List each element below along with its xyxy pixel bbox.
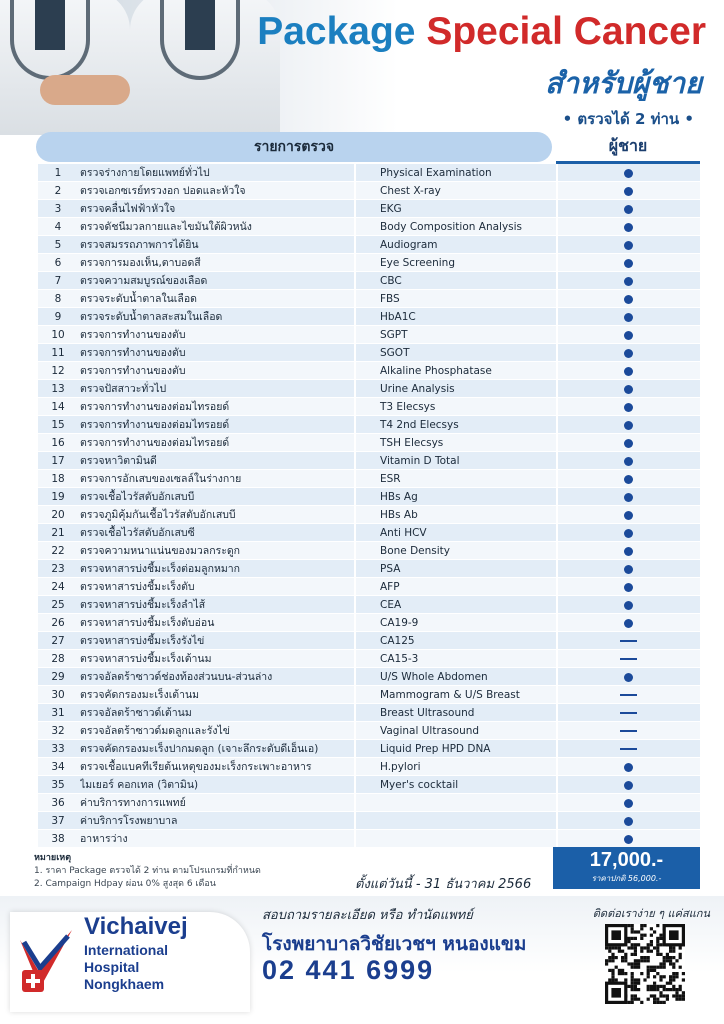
item-name-english: T3 Elecsys <box>380 401 436 413</box>
logo-line-1: Vichaivej <box>84 913 188 940</box>
included-dot-icon <box>624 529 633 538</box>
column-divider <box>354 380 356 398</box>
item-name-english: HBs Ab <box>380 509 418 521</box>
column-divider <box>354 362 356 380</box>
item-name-thai: ตรวจหาสารบ่งชี้มะเร็งเต้านม <box>80 653 212 665</box>
item-name-english: T4 2nd Elecsys <box>380 419 459 431</box>
column-divider <box>354 740 356 758</box>
row-number: 33 <box>51 743 65 755</box>
table-row <box>38 434 700 452</box>
item-name-thai: ตรวจคลื่นไฟฟ้าหัวใจ <box>80 203 176 215</box>
table-row <box>38 326 700 344</box>
item-name-english: FBS <box>380 293 400 305</box>
item-name-english: HBs Ag <box>380 491 418 503</box>
price: 17,000.- <box>589 849 664 871</box>
male-included-cell <box>558 722 700 740</box>
male-included-cell <box>558 524 700 542</box>
item-name-thai: ตรวจเอกซเรย์ทรวงอก ปอดและหัวใจ <box>80 185 246 197</box>
item-name-thai: ตรวจการทำงานของตับ <box>80 329 186 341</box>
column-divider <box>354 182 356 200</box>
row-number: 8 <box>54 293 62 305</box>
table-row <box>38 488 700 506</box>
not-included-dash-icon <box>620 730 637 732</box>
table-row <box>38 254 700 272</box>
male-included-cell <box>558 308 700 326</box>
male-included-cell <box>558 470 700 488</box>
table-row <box>38 344 700 362</box>
item-name-thai: ตรวจหาสารบ่งชี้มะเร็งรังไข่ <box>80 635 205 647</box>
row-number: 30 <box>51 689 65 701</box>
item-name-english: Mammogram & U/S Breast <box>380 689 520 701</box>
notes <box>34 852 261 891</box>
row-number: 16 <box>51 437 65 449</box>
row-number: 10 <box>51 329 65 341</box>
row-number: 25 <box>51 599 65 611</box>
logo-line-3: Hospital <box>84 959 140 975</box>
table-row <box>38 704 700 722</box>
included-dot-icon <box>624 385 633 394</box>
row-number: 4 <box>54 221 62 233</box>
item-name-thai: ตรวจเชื้อไวรัสตับอักเสบบี <box>80 491 195 503</box>
table-row <box>38 218 700 236</box>
included-dot-icon <box>624 313 633 322</box>
included-dot-icon <box>624 781 633 790</box>
item-name-thai: ตรวจหาวิตามินดี <box>80 455 157 467</box>
row-number: 1 <box>54 167 62 179</box>
item-name-english: Physical Examination <box>380 167 492 179</box>
row-number: 17 <box>51 455 65 467</box>
male-included-cell <box>558 560 700 578</box>
male-included-cell <box>558 668 700 686</box>
column-divider <box>354 290 356 308</box>
item-name-thai: อาหารว่าง <box>80 833 128 845</box>
item-name-english: EKG <box>380 203 402 215</box>
table-row <box>38 524 700 542</box>
package-note: • ตรวจได้ 2 ท่าน • <box>562 110 694 128</box>
row-number: 12 <box>51 365 65 377</box>
male-included-cell <box>558 290 700 308</box>
table-row <box>38 632 700 650</box>
table-row <box>38 290 700 308</box>
included-dot-icon <box>624 205 633 214</box>
included-dot-icon <box>624 619 633 628</box>
title-part-2: Special Cancer <box>426 10 706 53</box>
table-row <box>38 686 700 704</box>
male-included-cell <box>558 506 700 524</box>
male-included-cell <box>558 740 700 758</box>
not-included-dash-icon <box>620 640 637 642</box>
promo-period: ตั้งแต่วันนี้ - 31 ธันวาคม 2566 <box>355 877 532 892</box>
contact-prompt: สอบถามรายละเอียด หรือ ทำนัดแพทย์ <box>262 908 473 923</box>
item-name-thai: ตรวจหาสารบ่งชี้มะเร็งตับ <box>80 581 195 593</box>
item-name-thai: ไมเยอร์ คอกเทล (วิตามิน) <box>80 779 199 791</box>
table-row <box>38 722 700 740</box>
table-row <box>38 578 700 596</box>
row-number: 27 <box>51 635 65 647</box>
male-included-cell <box>558 614 700 632</box>
item-name-english: Anti HCV <box>380 527 427 539</box>
included-dot-icon <box>624 511 633 520</box>
row-number: 9 <box>54 311 62 323</box>
item-name-english: Body Composition Analysis <box>380 221 523 233</box>
column-divider <box>354 560 356 578</box>
included-dot-icon <box>624 457 633 466</box>
included-dot-icon <box>624 547 633 556</box>
table-row <box>38 560 700 578</box>
male-included-cell <box>558 236 700 254</box>
row-number: 23 <box>51 563 65 575</box>
item-name-thai: ตรวจการทำงานของต่อมไทรอยด์ <box>80 437 230 449</box>
not-included-dash-icon <box>620 658 637 660</box>
item-name-thai: ค่าบริการทางการแพทย์ <box>80 797 186 809</box>
item-name-thai: ตรวจคัดกรองมะเร็งปากมดลูก (เจาะลึกระดับดีเอ็นเอ) <box>80 743 319 755</box>
included-dot-icon <box>624 331 633 340</box>
item-name-thai: ตรวจการทำงานของต่อมไทรอยด์ <box>80 419 230 431</box>
item-name-english: Vitamin D Total <box>380 455 460 467</box>
item-name-thai: ตรวจหาสารบ่งชี้มะเร็งลำไส้ <box>80 599 206 611</box>
included-dot-icon <box>624 403 633 412</box>
table-row <box>38 650 700 668</box>
table-row <box>38 470 700 488</box>
item-name-english: H.pylori <box>380 761 421 773</box>
title-part-1: Package <box>257 10 416 53</box>
male-included-cell <box>558 326 700 344</box>
column-divider <box>354 326 356 344</box>
item-name-english: Chest X-ray <box>380 185 441 197</box>
column-divider <box>354 830 356 848</box>
row-number: 13 <box>51 383 65 395</box>
male-included-cell <box>558 434 700 452</box>
male-included-cell <box>558 650 700 668</box>
item-name-english: SGOT <box>380 347 410 359</box>
table-row <box>38 542 700 560</box>
item-name-thai: ตรวจการทำงานของตับ <box>80 347 186 359</box>
qr-code-icon[interactable] <box>605 924 685 1004</box>
table-row <box>38 614 700 632</box>
row-number: 31 <box>51 707 65 719</box>
table-row <box>38 506 700 524</box>
item-name-english: CA125 <box>380 635 415 647</box>
item-name-english: Audiogram <box>380 239 438 251</box>
table-row <box>38 308 700 326</box>
table-row <box>38 740 700 758</box>
column-divider <box>354 344 356 362</box>
column-divider <box>354 812 356 830</box>
row-number: 15 <box>51 419 65 431</box>
column-divider <box>354 254 356 272</box>
item-name-english: Vaginal Ultrasound <box>380 725 480 737</box>
male-included-cell <box>558 794 700 812</box>
table-row <box>38 668 700 686</box>
table-row <box>38 362 700 380</box>
row-number: 29 <box>51 671 65 683</box>
column-divider <box>354 164 356 182</box>
item-name-thai: ตรวจอัลตร้าซาวด์ช่องท้องส่วนบน-ส่วนล่าง <box>80 671 273 683</box>
male-included-cell <box>558 578 700 596</box>
male-included-cell <box>558 272 700 290</box>
table-row <box>38 794 700 812</box>
table-header-items: รายการตรวจ <box>36 132 552 162</box>
not-included-dash-icon <box>620 748 637 750</box>
row-number: 24 <box>51 581 65 593</box>
row-number: 7 <box>54 275 62 287</box>
item-name-thai: ตรวจเชื้อแบคทีเรียต้นเหตุของมะเร็งกระเพาะอาหาร <box>80 761 312 773</box>
male-included-cell <box>558 776 700 794</box>
item-name-english: CA15-3 <box>380 653 419 665</box>
phone-number[interactable]: 02 441 6999 <box>262 955 435 985</box>
row-number: 2 <box>54 185 62 197</box>
item-name-english: CA19-9 <box>380 617 419 629</box>
included-dot-icon <box>624 277 633 286</box>
male-included-cell <box>558 218 700 236</box>
hospital-name: โรงพยาบาลวิชัยเวชฯ หนองแขม <box>262 933 527 955</box>
item-name-english: Eye Screening <box>380 257 455 269</box>
included-dot-icon <box>624 349 633 358</box>
included-dot-icon <box>624 601 633 610</box>
item-name-english: Liquid Prep HPD DNA <box>380 743 491 755</box>
logo-line-2: International <box>84 942 169 958</box>
male-included-cell <box>558 632 700 650</box>
included-dot-icon <box>624 763 633 772</box>
male-included-cell <box>558 254 700 272</box>
package-subtitle: สำหรับผู้ชาย <box>544 66 702 100</box>
item-name-thai: ตรวจความสมบูรณ์ของเลือด <box>80 275 208 287</box>
male-included-cell <box>558 164 700 182</box>
column-divider <box>354 776 356 794</box>
item-name-thai: ตรวจเชื้อไวรัสตับอักเสบซี <box>80 527 195 539</box>
column-divider <box>354 794 356 812</box>
included-dot-icon <box>624 169 633 178</box>
item-name-thai: ค่าบริการโรงพยาบาล <box>80 815 178 827</box>
item-name-english: Myer's cocktail <box>380 779 459 791</box>
item-name-english: U/S Whole Abdomen <box>380 671 488 683</box>
included-dot-icon <box>624 493 633 502</box>
item-name-thai: ตรวจอัลตร้าซาวด์เต้านม <box>80 707 192 719</box>
row-number: 20 <box>51 509 65 521</box>
item-name-thai: ตรวจคัดกรองมะเร็งเต้านม <box>80 689 200 701</box>
item-name-english: Urine Analysis <box>380 383 455 395</box>
item-name-english: ESR <box>380 473 401 485</box>
item-name-english: CBC <box>380 275 402 287</box>
column-divider <box>354 452 356 470</box>
male-included-cell <box>558 686 700 704</box>
male-included-cell <box>558 182 700 200</box>
male-included-cell <box>558 344 700 362</box>
item-name-english: Alkaline Phosphatase <box>380 365 492 377</box>
included-dot-icon <box>624 295 633 304</box>
table-row <box>38 164 700 182</box>
item-name-thai: ตรวจภูมิคุ้มกันเชื้อไวรัสตับอักเสบบี <box>80 509 236 521</box>
included-dot-icon <box>624 259 633 268</box>
checkup-table <box>38 164 700 848</box>
male-included-cell <box>558 542 700 560</box>
male-included-cell <box>558 830 700 848</box>
row-number: 11 <box>51 347 65 359</box>
row-number: 19 <box>51 491 65 503</box>
package-title <box>257 10 706 54</box>
row-number: 18 <box>51 473 65 485</box>
item-name-english: HbA1C <box>380 311 416 323</box>
included-dot-icon <box>624 223 633 232</box>
male-included-cell <box>558 200 700 218</box>
item-name-thai: ตรวจการมองเห็น,ตาบอดสี <box>80 257 201 269</box>
item-name-english: SGPT <box>380 329 408 341</box>
male-included-cell <box>558 596 700 614</box>
item-name-thai: ตรวจปัสสาวะทั่วไป <box>80 383 167 395</box>
row-number: 32 <box>51 725 65 737</box>
male-included-cell <box>558 416 700 434</box>
table-row <box>38 596 700 614</box>
doctor-illustration <box>0 0 130 135</box>
included-dot-icon <box>624 673 633 682</box>
male-included-cell <box>558 812 700 830</box>
included-dot-icon <box>624 439 633 448</box>
table-row <box>38 776 700 794</box>
item-name-thai: ตรวจการอักเสบของเซลล์ในร่างกาย <box>80 473 242 485</box>
row-number: 26 <box>51 617 65 629</box>
male-included-cell <box>558 758 700 776</box>
item-name-thai: ตรวจระดับน้ำตาลในเลือด <box>80 293 197 305</box>
row-number: 28 <box>51 653 65 665</box>
table-row <box>38 398 700 416</box>
column-divider <box>354 578 356 596</box>
qr-prompt: ติดต่อเราง่าย ๆ แค่สแกน <box>592 907 710 920</box>
included-dot-icon <box>624 583 633 592</box>
column-divider <box>354 686 356 704</box>
column-divider <box>354 668 356 686</box>
item-name-thai: ตรวจหาสารบ่งชี้มะเร็งต่อมลูกหมาก <box>80 563 241 575</box>
column-divider <box>354 758 356 776</box>
item-name-english: Bone Density <box>380 545 450 557</box>
item-name-thai: ตรวจหาสารบ่งชี้มะเร็งตับอ่อน <box>80 617 215 629</box>
male-included-cell <box>558 398 700 416</box>
row-number: 5 <box>54 239 62 251</box>
hospital-logo-icon <box>18 930 74 996</box>
table-row <box>38 182 700 200</box>
column-divider <box>354 542 356 560</box>
column-divider <box>354 596 356 614</box>
included-dot-icon <box>624 835 633 844</box>
column-divider <box>354 632 356 650</box>
item-name-thai: ตรวจระดับน้ำตาลสะสมในเลือด <box>80 311 223 323</box>
table-row <box>38 380 700 398</box>
item-name-thai: ตรวจดัชนีมวลกายและไขมันใต้ผิวหนัง <box>80 221 252 233</box>
logo-line-4: Nongkhaem <box>84 976 165 992</box>
male-included-cell <box>558 704 700 722</box>
column-divider <box>354 398 356 416</box>
column-divider <box>354 524 356 542</box>
table-row <box>38 812 700 830</box>
column-divider <box>354 218 356 236</box>
item-name-thai: ตรวจการทำงานของต่อมไทรอยด์ <box>80 401 230 413</box>
included-dot-icon <box>624 475 633 484</box>
normal-price: ราคาปกติ 56,000.- <box>591 874 662 883</box>
table-row <box>38 236 700 254</box>
item-name-english: TSH Elecsys <box>380 437 444 449</box>
item-name-english: PSA <box>380 563 401 575</box>
column-divider <box>354 470 356 488</box>
price-box <box>553 847 700 889</box>
column-divider <box>354 200 356 218</box>
row-number: 6 <box>54 257 62 269</box>
row-number: 3 <box>54 203 62 215</box>
not-included-dash-icon <box>620 712 637 714</box>
table-row <box>38 200 700 218</box>
included-dot-icon <box>624 565 633 574</box>
column-divider <box>354 614 356 632</box>
male-included-cell <box>558 362 700 380</box>
row-number: 36 <box>51 797 65 809</box>
hospital-logo-text <box>84 912 188 993</box>
table-row <box>38 272 700 290</box>
notes-heading: หมายเหตุ <box>34 853 72 863</box>
included-dot-icon <box>624 817 633 826</box>
included-dot-icon <box>624 799 633 808</box>
row-number: 38 <box>51 833 65 845</box>
male-included-cell <box>558 488 700 506</box>
not-included-dash-icon <box>620 694 637 696</box>
included-dot-icon <box>624 241 633 250</box>
column-divider <box>354 272 356 290</box>
row-number: 21 <box>51 527 65 539</box>
row-number: 34 <box>51 761 65 773</box>
item-name-thai: ตรวจร่างกายโดยแพทย์ทั่วไป <box>80 167 210 179</box>
male-included-cell <box>558 380 700 398</box>
column-divider <box>354 506 356 524</box>
column-divider <box>354 416 356 434</box>
table-row <box>38 758 700 776</box>
row-number: 14 <box>51 401 65 413</box>
included-dot-icon <box>624 421 633 430</box>
male-included-cell <box>558 452 700 470</box>
column-divider <box>354 434 356 452</box>
item-name-thai: ตรวจความหนาแน่นของมวลกระดูก <box>80 545 241 557</box>
item-name-thai: ตรวจสมรรถภาพการได้ยิน <box>80 239 199 251</box>
column-divider <box>354 704 356 722</box>
column-divider <box>354 488 356 506</box>
note-item: 2. Campaign Hdpay ผ่อน 0% สูงสุด 6 เดือน <box>34 879 216 889</box>
column-divider <box>354 236 356 254</box>
column-divider <box>354 722 356 740</box>
column-divider <box>354 308 356 326</box>
table-row <box>38 830 700 848</box>
item-name-english: AFP <box>380 581 400 593</box>
row-number: 22 <box>51 545 65 557</box>
included-dot-icon <box>624 187 633 196</box>
item-name-thai: ตรวจการทำงานของตับ <box>80 365 186 377</box>
included-dot-icon <box>624 367 633 376</box>
row-number: 37 <box>51 815 65 827</box>
table-header-male: ผู้ชาย <box>556 128 700 164</box>
row-number: 35 <box>51 779 65 791</box>
note-item: 1. ราคา Package ตรวจได้ 2 ท่าน ตามโปรแกรมที่กำหนด <box>34 866 261 876</box>
item-name-english: Breast Ultrasound <box>380 707 475 719</box>
item-name-english: CEA <box>380 599 402 611</box>
table-row <box>38 416 700 434</box>
table-row <box>38 452 700 470</box>
column-divider <box>354 650 356 668</box>
item-name-thai: ตรวจอัลตร้าซาวด์มดลูกและรังไข่ <box>80 725 230 737</box>
